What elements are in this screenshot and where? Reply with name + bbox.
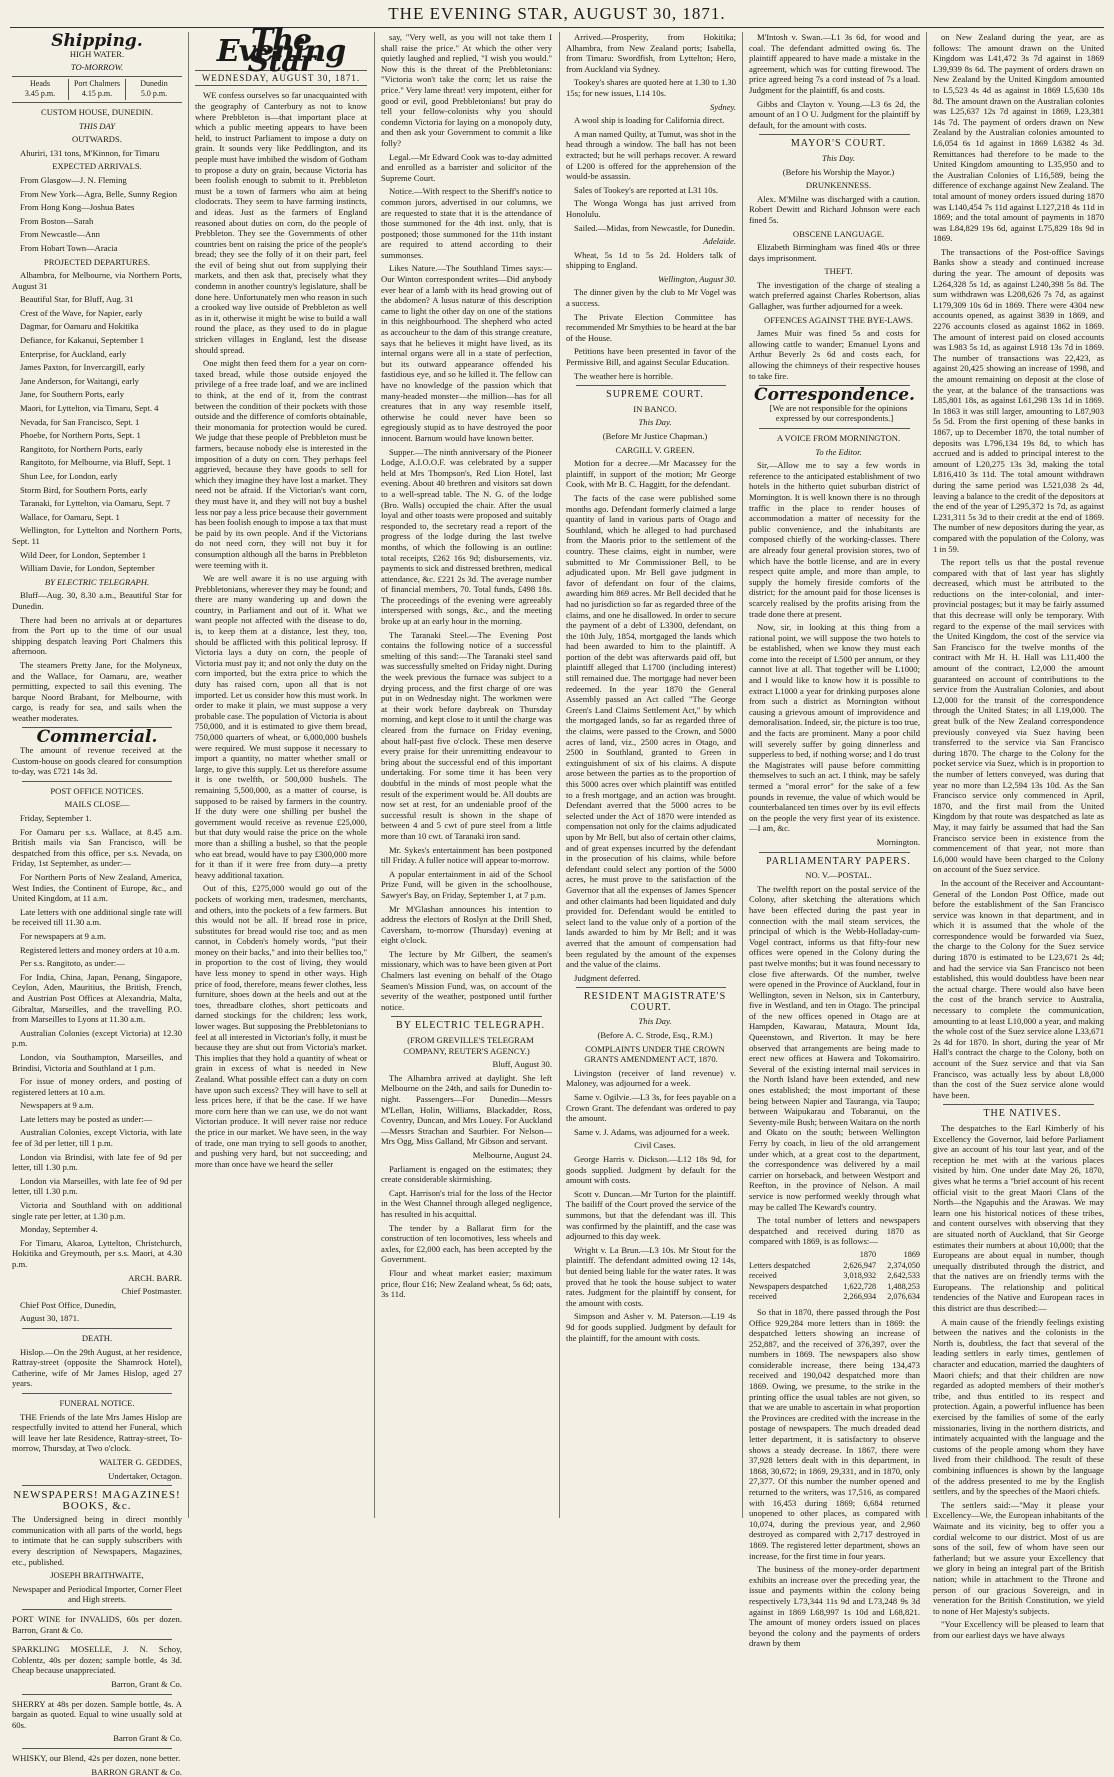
report-paragraph: on New Zealand during the year, are as follows: The amount drawn on the United Kingdom was L41,472 3s 7d against in 1869 L39,939 8s 6d. The payment of orders drawn on New Zealand by the United Kingdom amounted to L5,523 4s 4d as against in 1869 L5,630 18s 8d. The amount drawn on the Australian colonies was L25,637 12s 7d against in 1869, L23,381 14s 7d. The payment of orders drawn on New Zealand by the Australian colonies amounted to L6,054 6s 1d against in 1869 L6382 4s 3d. Remittances had therefore to be made to the United Kingdom amounting to L35,950 and to the Australian Colonies of L16,589, being the difference of exchange against New Zealand. The total amount of money orders issued during 1870 was L140,454 7s 11d against L127,218 4s 11d in 1869; and the total amount of payments in 1870 was L84,829 19s 6d, against L75,829 18s 9d in 1869. [933, 32, 1104, 244]
this-day-label: This Day. [822, 152, 855, 163]
table-header [749, 1250, 832, 1261]
list-item: Jane, for Southern Ports, early [20, 389, 125, 400]
leader-paragraph: One might then feed them for a year on corn-taxed bread, while those outside enjoyed the privilege of a free trade loaf, and we are inclined to think, at the end of it, from the contrast between the condition of their pockets with those outside and the difference of comforts obtainable, their monomania for protection would be cured. We judge that these people of Prebbleton must be farmers, because nobody else is interested in the imposition of a duty on corn. They perhaps feel aggrieved, because they have goods to sell for which they imagine they have lost a market. They need not be afraid. If the Victorian's want corn, they must have it, and they will not buy a bushel less nor pay a less price because their government has been foolish enough to impose a tax that must be paid by its own people. And if the Victorians do not need corn, they will not buy it for consumption although all the barns in Prebbleton were teeming with it. [195, 358, 367, 570]
list-item: Alhambra, for Melbourne, via Northern Ports, August 31 [12, 270, 182, 291]
divider [576, 987, 726, 988]
telegraph-paragraph: The tender by a Ballarat firm for the construction of ten locomotives, less wheels and axles, for £2,000 each, has been accepted by the Government. [381, 1222, 552, 1265]
telegraph-dateline: Sydney. [709, 101, 736, 112]
report-paragraph: The report tells us that the postal revenue compared with that of last year has slightly decreased, which must be attributed to the reductions on the inter-colonial, and inter-provincial postages; but it may be fairly assumed that this decrease will only be temporary. With regard to the expense of the mail services with the United Kingdom, the cost of the service via San Francisco for the twelve months of the contract with Mr H. H. Hall was L11,400 the amount of the contract, L2,000 the amount guaranteed on account of contributions to the service from the Australian Colonies, and about L2,000 for the transit of the correspondence through the United States; in all L19,000. The great bulk of the New Zealand correspondence previously conveyed via Suez having been transferred to the service via San Francisco during 1870. The charge to the Colony for the pocket service via Suez, which is in proportion to the number of letters conveyed, was during that year no more than L2,594 13s 10d. As the San Francisco service only commenced in April, 1870, and the first mail from the United Kingdom by that route was despatched as late as May, it may fairly be assumed that had the San Francisco service been in existence from the commencement of that year, not more than L6,000 would have been charged to the Colony on account of the Suez service. [933, 557, 1104, 875]
telegraph-paragraph: The Private Election Committee has recommended Mr Smythies to be heard at the bar of the House. [566, 311, 736, 343]
post-date: August 30, 1871. [20, 1313, 80, 1324]
notice-line: Australian Colonies, except Victoria, with late fee of 3d per letter, till 1 p.m. [12, 1127, 182, 1149]
moselle-ad [12, 1644, 182, 1689]
divider [22, 1694, 172, 1695]
mayors-court-head: MAYOR'S COURT. [790, 138, 887, 150]
notice-line: For Oamaru per s.s. Wallace, at 8.45 a.m. British mails via San Francisco, will be despatched from this office, per s.s. Nevada, on Friday, 1st September, as under:— [12, 826, 182, 869]
court-paragraph: The investigation of the charge of stealing a watch preferred against Charles Robertson, alias Gallagher, was further adjourned for a week. [749, 279, 920, 312]
news-paragraph: Legal.—Mr Edward Cook was to-day admitted and enrolled as a barrister and solicitor of the Supreme Court. [381, 151, 552, 183]
list-item: Maori, for Lyttelton, via Timaru, Sept. 4 [20, 403, 159, 414]
ad-signature: Barron, Grant & Co. [111, 1679, 182, 1689]
newspapers-ad [12, 1490, 182, 1605]
table-header: 1870 [859, 1249, 877, 1259]
column-rule [188, 32, 189, 1518]
shipping-title: Shipping. [51, 31, 143, 51]
column-rule [374, 32, 375, 1518]
divider [391, 1016, 542, 1017]
list-item: Rangitoto, for Melbourne, via Bluff, Sept. 1 [20, 457, 172, 468]
telegraph-paragraph: Parliament is engaged on the estimates; they create considerable skirmishing. [381, 1163, 552, 1185]
list-item: Wellington, for Lyttelton and Northern Ports, Sept. 11 [12, 525, 182, 546]
parliamentary-head: PARLIAMENTARY PAPERS. [766, 855, 911, 867]
table-cell: 2,076,634 [887, 1292, 920, 1302]
table-cell: 2,266,934 [843, 1292, 877, 1302]
civil-cases-head: Civil Cases. [634, 1140, 676, 1151]
natives-paragraph: A main cause of the friendly feelings existing between the natives and the colonists in the North is, doubtless, the fact that several of the leading settlers in early times, gentlemen of character and education, married the daughters of Maori chiefs; and that their children are now regarded as adopted members of their mother's tribe, and thus entitled to its respect and protection. Again, a powerful influence has been exercised by the families of some of the early missionaries, living in the northern districts, and intimately acquainted with the language and the customs of the people among whom they have lived from their childhood. The result of these combining influences is shown by the language of the address presented to me by the English settlers, and by the speeches of the Maori chiefs. [933, 1316, 1104, 1497]
death-text: Hislop.—On the 29th August, at her residence, Rattray-street (opposite the Shamrock Hotel), Catherine, wife of Mr James Hislop, aged 27 years. [12, 1346, 182, 1389]
notice-line: Australian Colonies (except Victoria) at 12.30 p.m. [12, 1027, 182, 1049]
ad-text: SPARKLING MOSELLE, J. N. Schoy, Coblentz, 40s per dozen; sample bottle, 4s 3d. Cheap because unappreciated. [12, 1644, 182, 1676]
funeral-signature: WALTER G. GEDDES, [99, 1456, 182, 1467]
report-paragraph: So that in 1870, there passed through the Post Office 929,284 more letters than in 1869: the despatched letters showing an increase of 252,887, and the received of 376,397, over the numbers in 1869. The newspapers also show considerable increase, there being 134,473 received and 190,042 despatched more than 1869. Owing, we presume, to the strike in the printing office the usual tables are not given, so that we are unable to ascertain in what proportion the Provinces are credited with the increase in the postage of newspapers. The much dreaded dead letter department, it is satisfactory to observe shows a steady decrease. In 1867, there were 37,928 letters dealt with in this department, in 1868, 30,672; in 1869, 29,331, and in 1870, only 27,377. Of this number the number opened and returned to the writers, was 17,516, as compared with 16,453 during 1869; 6,684 returned unopened to other places, as compared with 10,074, during the previous year, and 2,960 destroyed as compared with 2,717 destroyed in 1869. The registered letter department, shows an increase, for the first time in four years. [749, 1306, 920, 1561]
post-office-head: POST OFFICE NOTICES. [50, 785, 144, 796]
list-item: Phoebe, for Northern Ports, Sept. 1 [20, 430, 141, 441]
court-paragraph: The facts of the case were published some months ago. Defendant formerly claimed a large quantity of land in various parts of Otago and Southland, which he alleged to had purchased from the Maoris prior to the settlement of the country. These claims, eight in number, were submitted to Mr Commissioner Bell, to be adjudicated upon. Mr Bell gave judgment in favor of defendant on four of the claims, awarding him 869 acres. Mr Bell decided that he had no jurisdiction so far as regarded three of the claims, and one he disallowed. In order to secure the payment of a debt of L3300, defendant, on the 10th July, 1854, mortgaged the lands which had been awarded to him to the plaintiff. A portion of the debt was afterwards paid off, but plaintiff alleged that L1700 (including interest) still remained due. The mortgage had never been redeemed. In the year 1870 the General Assembly passed an Act called "The George Green's Land Claims Settlement Act," by which the mortgaged lands, so far as regarded three of the claims, were passed to the Crown, and 5000 acres of land, viz., 2500 acres in Otago, and 2500 in Southland, granted to Green in extinguishment of six of his claims. A dispute arose between the parties as to the proportion of this 5000 acres over which plaintiff was entitled to a fresh mortgage, and an action was brought. Defendant averred that the 5000 acres to be selected under the Act of 1870 were intended as compensation not only for the claims adjudicated upon by Mr Bell, but also of certain other claims, and of great expenses incurred by the defendant in the prosecution of his claims, while before defendant could select any portion of the 5000 acres, he must prove to the satisfaction of the Governor that all the expenses of James Spencer and other claimants had been liquidated and duly provided for. Defendant would be entitled to select land to the value only of a portion of the lands awarded to him by Mr Bell; and it was averred that the amount of compensation had been regulated by the amount of the expenses and the value of the claims. [566, 492, 736, 970]
court-paragraph: George Harris v. Dickson.—L12 18s 9d, for goods supplied. Judgment by default for the amount with costs. [566, 1154, 736, 1186]
column-postal-natives [933, 32, 1104, 1640]
telegraph-paragraph: Flour and wheat market easier; maximum price, flour £16; New Zealand wheat, 5s 6d; oats, 3s 11d. [381, 1267, 552, 1300]
expected-head: EXPECTED ARRIVALS. [52, 161, 142, 172]
newspaper-title: The Evening Star [216, 23, 346, 80]
news-paragraph: The lecture by Mr Gilbert, the seamen's missionary, which was to have been given at Port Chalmers last evening on behalf of the Otago Seamen's Mission Fund, was, on account of the severity of the weather, postponed until further notice. [381, 948, 552, 1012]
post-signature: ARCH. BARR. [128, 1272, 182, 1283]
to-morrow-label: TO-MORROW. [70, 62, 124, 73]
report-paragraph: The twelfth report on the postal service of the Colony, after sketching the alterations which have been effected during the past year in connection with the mail steam services, the principal of which is the Webb-Holladay-cum-Vogel contract, informs us that fifty-four new offices were opened in the Colony during the past twelve months; but it was found necessary to close five afterwards. Of the number, twelve were opened in the Province of Auckland, four in Wellington, seven in Nelson, six in Canterbury, five in Westland, and ten in Otago. The principal of the new offices opened in Otago are at Hampden, Kawarau, Mataura, Mount Ida, Queenstown, and Riverton. It may be here observed that arrangements are being made to erect new offices at Hawera and Tokomairiro. Several of the existing internal mail services in the North Island have been extended, and new ones established; the most important of these being between Napier and Tauranga, via Taupo; between Waipukarau and Tobaranui, on the Seventy-mile Bush; between Waitara on the north and Okato on the south; between Wellington Ferry by coach, in lieu of the old arrangement under which, at a great cost to the department, the correspondence was delivered by a mail carrier on horseback, and between Westport and Reefton, in the province of Nelson. A mail service is now performed weekly through what may be called The Keward's country. [749, 883, 920, 1212]
ad-text: SHERRY at 48s per dozen. Sample bottle, 4s. A bargain as quoted. Equal to wine usually sold at 60s. [12, 1698, 182, 1730]
report-paragraph: The transactions of the Post-office Savings Banks show a steady and continued increase during the year. The amount of deposits was L264,328 5s 1d, as against L240,398 5s 8d. The sum withdrawn was L208,626 7s 7d, as against L179,309 10s 6d in 1869. There were 4304 new accounts opened, as against 3839 in 1869, and 2276 accounts closed as against 1862 in 1869. The amount of interest paid on closed accounts was L983 5s 1d, as against L918 13s 7d in 1869. The number of transactions was 22,423, as against 20,425 showing an increase of 1998, and the amount remaining on deposit at the close of the year, at the balance of the transactions was L85,801 18s, as against L61,298 13s 1d in 1869. In 1863 it was still larger, amounting to L87,903 5s 5d. From the first opening of these banks in 1867, up to December 1870, the total number of deposits was L796,134 19s 8d, to which has accrued and is added to principal interest to the amount of L20,275 13s 3d, making the total L816,410 3s 11d. The total amount withdrawn during the same period was L521,038 2s 4d, leaving a balance to the credit of the depositors at the end of the year of L295,372 1s 7d, as against L231,311 5s 3d to their credit at the end of 1869. The number of new depositors during the year, as compared with the population of the Colony, was 1 in 59. [933, 246, 1104, 554]
table-cell: 1,622,728 [843, 1281, 877, 1291]
list-item: From Boston—Sarah [20, 215, 94, 226]
telegraph-dateline: Melbourne, August 24. [472, 1149, 552, 1160]
telegraph-paragraph: Sailed.—Midas, from Newcastle, for Dunedin. [574, 222, 735, 233]
notice-line: Monday, September 4. [20, 1224, 98, 1235]
judge-label: (Before his Worship the Mayor.) [782, 166, 895, 177]
supreme-court-head: SUPREME COURT. [606, 389, 704, 401]
court-paragraph: Elizabeth Birmingham was fined 40s or three days imprisonment. [749, 242, 920, 263]
ad-signature: BARRON GRANT & Co. [91, 1766, 182, 1777]
list-item: Jane Anderson, for Waitangi, early [20, 375, 139, 386]
tide-heads: Heads 3.45 p.m. [24, 78, 56, 99]
column-leader [195, 23, 367, 1520]
telegraph-paragraph: Arrived.—Prosperity, from Hokitika; Alhambra, from New Zealand ports; Isabella, from Timaru: Swordfish, from Lyttelton; Hero, from Auckland via Sydney. [566, 32, 736, 74]
notice-line: For India, China, Japan, Penang, Singapore, Ceylon, Aden, Mauritius, the British, French, and Austrian Post Offices at Alexandria, Malta, Gibraltar, Marseilles, and the travelling P.O. from Marseilles to Lyons at 11.30 a.m. [12, 971, 182, 1025]
masthead-rule [10, 27, 1104, 28]
natives-paragraph: The despatches to the Earl Kimberly of his Excellency the Governor, laid before Parliament give an account of his tour last year, and of the reception he met with at the various places visited by him. One under date May 26, 1870, gives what he terms a "brief account of his recent official visit to the great Maori Clans of the North—the Ngapuhis and the Arawas. We may learn one his historical notices of these tribes, and content ourselves with observing that they are situated north of Auckland, that Sir George estimates their numbers at about 10,000; that the Europeans are about equal in number, though unequally distributed through the district, and that the natives are on friendly terms with the Europeans. The relationship and political tendencies of the Native and European races in this district are thus described:— [933, 1122, 1104, 1314]
list-item: Crest of the Wave, for Napier, early [20, 307, 143, 318]
expected-list [12, 175, 182, 254]
column-rule [559, 32, 560, 1518]
table-cell: Newspapers despatched [749, 1281, 828, 1291]
divider [22, 1393, 172, 1394]
notice-line: Friday, September 1. [20, 813, 92, 824]
list-item: Dagmar, for Oamaru and Hokitika [20, 321, 139, 332]
telegraph-head: BY ELECTRIC TELEGRAPH. [44, 576, 150, 587]
correspondence-note: [We are not responsible for the opinions expressed by our correspondents.] [769, 402, 908, 424]
natives-head: THE NATIVES. [983, 1108, 1062, 1120]
table-header: 1869 [903, 1249, 920, 1259]
list-item: James Paxton, for Invercargill, early [20, 362, 145, 373]
departures-list [12, 270, 182, 574]
list-item: From Hobart Town—Aracia [20, 242, 118, 253]
column-rule [926, 32, 927, 1518]
list-item: Storm Bird, for Southern Ports, early [20, 484, 148, 495]
notice-line: Late letters may be posted as under:— [20, 1113, 153, 1124]
divider [22, 1748, 172, 1749]
telegraph-dateline: Bluff, August 30. [492, 1059, 552, 1070]
outwards-text: Ahuriri, 131 tons, M'Kinnon, for Timaru [20, 147, 160, 158]
tide-dunedin: Dunedin 5.0 p.m. [125, 79, 182, 100]
letter-signature: Mornington. [876, 836, 920, 847]
correspondence-title: Correspondence. [754, 385, 915, 406]
court-paragraph: Same v. J. Adams, was adjourned for a week. [574, 1126, 730, 1137]
report-paragraph: In the account of the Receiver and Accountant-General of the London Post Office, made out before the establishment of the San Francisco service was known in that department, and in which it is assumed that the whole of the correspondence would be forwarded via Suez, the charge to the Colony for the Suez service during 1870 is estimated to be L23,671 2s 4d; and had the service via San Francisco not been established, this would doubtless have been near the actual charge. There would also have been the cost of the branch service to Australia, necessary to complete the communication, amounting to at least L10,000 a year, and making the whole cost of the Suez service alone L33,671 2s 4d for 1870. In short, during the year of Mr Hall's contract the charge to the Colony, both on account of the Suez service and that via San Francisco, was actually less by about L8,000 than the cost of the Suez service alone would have been. [933, 877, 1104, 1100]
table-cell: Letters despatched [749, 1260, 811, 1270]
tide-port-chalmers: Port Chalmers 4.15 p.m. [68, 79, 125, 100]
post-signature-title: Chief Postmaster. [121, 1286, 182, 1297]
list-item: Shun Lee, for London, early [20, 471, 118, 481]
list-item: From New York—Agra, Belle, Sunny Region [20, 188, 178, 199]
ad-text: The Undersigned being in direct monthly communication with all parts of the world, begs to intimate that he can supply subscribers with every description of Newspapers, Magazines, etc., published. [12, 1514, 182, 1567]
judge-label: (Before Mr Justice Chapman.) [602, 431, 708, 441]
masthead: THE EVENING STAR, AUGUST 30, 1871. [388, 4, 726, 23]
rm-court-head: RESIDENT MAGISTRATE'S COURT. [583, 991, 727, 1013]
court-paragraph: Same v. Ogilvie.—L3 3s, for fees payable on a Crown Grant. The defendant was ordered to pay the amount. [566, 1092, 736, 1124]
leader-paragraph: We are well aware it is no use arguing with Prebbletonians, wherever they may be found; and there are many wandering up and down the country, in Parliament and out of it. What we want people not affected with the disease to do, is, to keep them at a distance, lest they, too, should be afflicted with this political leprosy. If Victoria lays a duty on corn, the people of Victoria must pay it; and not only the duty on the corn imported, but the extra price to which the duty has raised corn, upon all that is not imported. Let us consider how this must work. In order to make it plain, we must suppose a very probable case. The population of Victoria is about 750,000, and it is estimated to give them bread, 750,000 quarters of wheat, or 6,000,000 bushels were required. We must suppose it necessary to import a quantity, no matter whether small or large, to give this supply. Let us therefore assume it is one twelfth, or 500,000 bushels. The remaining 5,500,000, as a matter of course, is supposed to be raised by farmers in the country. If the duty were one shilling per bushel the government would receive as revenue £25,000, but that duty would raise the price on the whole more than a shilling a bushel, so that the people who eat bread, would have to pay £300,000 more for it than if it were free from duty—a pretty heavy additional taxation. [195, 573, 367, 880]
customs-head: CUSTOM HOUSE, DUNEDIN. [40, 106, 154, 117]
news-paragraph: Notice.—With respect to the Sheriff's notice to common jurors, advertised in our columns, we are requested to state that it is the attendance of those summoned for the 4th inst. only, that is postponed; those summoned for the 11th instant are required to attend according to their summonses. [381, 186, 552, 260]
list-item: Rangitoto, for Northern Ports, early [20, 443, 143, 454]
divider [22, 1609, 172, 1610]
post-address: Chief Post Office, Dunedin, [20, 1299, 117, 1310]
column-rule [742, 32, 743, 1518]
departures-head: PROJECTED DEPARTURES. [43, 256, 151, 267]
telegraph-paragraph: The Wonga Wonga has just arrived from Honolulu. [566, 198, 736, 219]
telegraph-text: Bluff—Aug. 30, 8.30 a.m., Beautiful Star for Dunedin. [12, 590, 182, 611]
divider [759, 852, 910, 853]
ad-text: PORT WINE for INVALIDS, 60s per dozen. Barron, Grant & Co. [12, 1614, 182, 1635]
natives-paragraph: "Your Excellency will be pleased to learn that from our earliest days we have always [933, 1619, 1104, 1640]
postal-statistics-table [749, 1250, 920, 1303]
notice-line: Newspapers at 9 a.m. [20, 1100, 94, 1111]
column-correspondence [749, 32, 920, 1649]
court-paragraph: Judgment deferred. [574, 972, 641, 983]
ad-signature: JOSEPH BRAITHWAITE, [50, 1570, 144, 1581]
news-paragraph: Mr M'Glashan announces his intention to address the electors of Roslyn at the Drill Shed, Caversham, to-morrow (Thursday) evening at eight o'clock. [381, 903, 552, 946]
divider [22, 1328, 172, 1329]
list-item: From Hong Kong—Joshua Bates [20, 202, 135, 213]
telegraph-paragraph: The dinner given by the club to Mr Vogel was a success. [566, 287, 736, 309]
sherry-ad [12, 1699, 182, 1744]
telegraph-source: (FROM GREVILLE'S TELEGRAM COMPANY, REUTER'S AGENCY.) [403, 1035, 534, 1056]
telegraph-dateline: Adelaide. [703, 236, 736, 247]
whisky-ad [12, 1753, 182, 1777]
divider [22, 781, 172, 782]
court-paragraph: Livingston (receiver of land revenue) v. Maloney, was adjourned for a week. [566, 1067, 736, 1089]
column-local-news [381, 32, 552, 1520]
court-paragraph: Alex. M'Milne was discharged with a caution. Robert Dewitt and Richard Johnson were each fined 5s. [749, 193, 920, 225]
list-item: From Newcastle—Ann [20, 229, 100, 240]
rm-subhead: COMPLAINTS UNDER THE CROWN GRANTS AMENDMENT ACT, 1870. [584, 1043, 725, 1065]
list-item: From Glasgow—J. N. Fleming [20, 174, 127, 185]
ad-signature-title: Newspaper and Periodical Importer, Corner Fleet and High streets. [12, 1583, 182, 1605]
telegraph-paragraph: The Alhambra arrived at daylight. She left Melbourne on the 24th, and sails for Dunedin to-night. Passengers—For Dunedin—Messrs M'Lellan, Holin, Williams, Blackadder, Ross, Coventry, Duncan, and Mrs Louey. For Auckland—Messrs Strachan and Saurbier. For Nelson—Mrs Ogg, Miss Galland, Mr Gibson and servant. [381, 1072, 552, 1147]
divider [943, 1104, 1094, 1105]
court-paragraph: Scott v. Duncan.—Mr Turton for the plaintiff. The bailiff of the Court proved the service of the summons, but that the defendant was ill. This was confirmed by the plaintiff, and the case was adjourned to this day week. [566, 1188, 736, 1242]
notice-line: For issue of money orders, and posting of registered letters at 10 a.m. [12, 1076, 182, 1097]
ad-signature: Barron Grant & Co. [113, 1733, 182, 1744]
news-paragraph: A popular entertainment in aid of the School Prize Fund, will be given in the schoolhouse, Sawyer's Bay, on Friday, September 1, at 7 p.m. [381, 868, 552, 900]
notice-line: London via Marseilles, with late fee of 9d per letter, till 1.30 p.m. [12, 1175, 182, 1197]
column-courts [566, 32, 736, 1520]
report-paragraph: The business of the money-order department exhibits an increase over the preceding year, the issue and payments within the colony being respectively L73,344 11s 9d and L73,248 9s 3d against in 1869 L68,997 1s 10d and L68,821. The amount of money orders issued on places beyond the colony and the payments of orders drawn by them [749, 1564, 920, 1649]
this-day-label: This Day. [638, 417, 672, 428]
leader-paragraph: Out of this, £275,000 would go out of the pockets of working men, tradesmen, merchants, and others, into the pockets of a few farmers. But this would not be all. If bread rose in price, substitutes for bread would rise too; and as men cannot, in Cobden's homely words, "put their money on their backs," and into their bellies too," in proportion to the cost of living, they would have less money to spend in other ways. High price of food, therefore, means fewer clothes, less furniture, shoes down at the heels and out at the toes, threadbare clothes, short petticoats and darned stockings for the children; less work, lower wages. But supposing the Prebbletonians to feel at all interested in Victorian's folly, it must be because they are shut out from Victoria's market. This implies that they hold a quantity of wheat or grain in excess of what is needed in New Zealand. What possible effect can a duty on corn have upon such excess? They will have to sell at less prices here, if that be the case. If we have more corn here than we can use, we do not want Victorian produce. It will never raise nor reduce the price in our market. We have seen, in the way of trade, one man trying to sell goods to another, and pushing very hard, but not succeeding; and more than once have we heard the seller [195, 883, 367, 1169]
notice-line: For Timaru, Akaroa, Lyttelton, Christchurch, Hokitika and Greymouth, per s.s. Maori, at 4.30 p.m. [12, 1237, 182, 1269]
funeral-signature-title: Undertaker, Octagon. [108, 1470, 182, 1481]
news-paragraph: say, "Very well, as you will not take them I shall raise the price." At which the other very quietly laughed and replied, "I wish you would." Now this is the threat of the Prebbletonians: "Victoria won't take the corn; let us raise the price." Very lame threat! very impotent, either for good or evil, good Prebbletonians! but pray do tell your fellow-colonists why you should condemn Victoria for laying on a monopoly duty, and then ask your Government to commit a like folly? [381, 32, 552, 148]
letter-paragraph: Now, sir, in looking at this thing from a rational point, we will suppose the two hotels to be established, when we know they must each come into the receipt of L500 per annum, or they cannot live at all. That together will be L1000; and I would like to know how it is possible to extract L1000 a year for drinking purposes alone from such a district as Mornington without causing a grievous amount of improvidence and demoralisation. Indeed, sir, the picture is too true, and the facts are prominent. Many a poor child will severely suffer by going dinnerless and supperless to bed, if nothing worse; and I do trust the Magistrates will pause before committing themselves to such an act. I think, may be safely termed a "moral error" for the sake of a few pounds in revenue, the value of which would be counterbalanced ten times over by its evil effects on the people the very first year of its existence.—I am, &c. [749, 622, 920, 834]
notice-line: For Northern Ports of New Zealand, America, West Indies, the Continent of Europe, &c., and United Kingdom, at 11 a.m. [12, 872, 182, 904]
table-cell: received [749, 1292, 777, 1302]
leader-paragraph: WE confess ourselves so far unacquainted with the geography of Canterbury as not to know where Prebbleton is—that important place at which a public meeting appears to have been held, to instruct Parliament to impose a duty on grain. It sounds very like Peddlington, and its people must have imbibed the wisdom of Gotham to propose a duty on grain, because Victoria has been foolish enough to submit to it. Prebbleton must be a town of farmers who aim at being clodocrats. They seem to have farming instincts, and ideas. Just as the farmers of England reasoned about duties on corn, do the people of Prebbleton. They see the Governments of other countries bent on raising the price of the people's bread; they see the folly of it on their part, feel the evil of being shut out from supplying their markets, and then ask that, precisely what they condemn in another country's legislature, shall be done here. Unfortunately men who reason in such a crooked way live outside of Prebbleton as well as in it, otherwise it might be wise to build a wall round the place, as they used to do in plague stricken villages in England, lest the disease should spread. [195, 90, 367, 355]
divider [759, 428, 910, 429]
divider [22, 1485, 172, 1486]
divider [759, 134, 910, 135]
this-day-label: This Day. [638, 1016, 672, 1027]
list-item: Wallace, for Oamaru, Sept. 1 [20, 511, 120, 522]
news-paragraph: Likes Nature.—The Southland Times says:—Our Winton correspondent writes—Did anybody ever hear of a lamb with its head growing out of the abdomen? A lusus naturæ of this description came to light the other day on one of the stations in this neighbourhood. The shepherd who acted as accoucheur to the dam of this strange creature, says that he believes it might have lived, as its internal organs were all in a state of perfection, but its outward appearance offended his fastidious eye, and so he killed it. The fellow can have no knowledge of the passion which that many-headed monster—the million—has for all creatures that in any way resemble itself, otherwise he could never have been so egregiously stupid as to have destroyed the poor innocent. Barnum would have known better. [381, 263, 552, 443]
parliamentary-subhead: NO. V.—POSTAL. [805, 870, 872, 881]
death-head: DEATH. [81, 1332, 113, 1343]
court-paragraph: Motion for a decree.—Mr Macassey for the plaintiff, in support of the motion; Mr George Cook, with Mr B. C. Haggitt, for the defendant. [566, 458, 736, 490]
commercial-text: The amount of revenue received at the Custom-house on goods cleared for consumption to-day, was £721 14s 3d. [12, 745, 182, 777]
news-paragraph: Mr. Sykes's entertainment has been postponed till Friday. A fuller notice will appear to-morrow. [381, 844, 552, 866]
natives-paragraph: The settlers said:—"May it please your Excellency—We, the European inhabitants of the Waimate and its vicinity, beg to offer you a cordial welcome to our district. Most of us are sons of the soil, few of whom have seen our fatherland; but we assure your Excellency that we glory in being an integral part of the British nation; while in attachment to the Throne and person of our gracious Sovereign, and in veneration for the British Constitution, we yield to none of Her Majesty's subjects. [933, 1499, 1104, 1616]
list-item: Enterprise, for Auckland, early [20, 348, 127, 359]
high-water-head: HIGH WATER. [69, 48, 125, 59]
charge-head: OFFENCES AGAINST THE BYE-LAWS. [764, 314, 913, 325]
court-paragraph: Simpson and Asher v. M. Paterson.—L19 4s 9d for goods supplied. Judgment by default for the plaintiff, for the amount with costs. [566, 1311, 736, 1343]
table-cell: 2,642,533 [887, 1271, 920, 1281]
port-wine-ad [12, 1614, 182, 1635]
table-cell: received [749, 1271, 777, 1281]
list-item: Nevada, for San Francisco, Sept. 1 [20, 416, 140, 427]
telegraph-paragraph: A man named Quilty, at Tumut, was shot in the head through a window. The ball has not been extracted; but he will perhaps recover. A reward of L200 is offered for the apprehension of the would-be assassin. [566, 128, 737, 182]
telegraph-paragraph: The weather here is horrible. [574, 370, 674, 381]
list-item: Beautiful Star, for Bluff, Aug. 31 [20, 294, 134, 305]
column-shipping [12, 31, 182, 1777]
court-paragraph: Wright v. La Brun.—L3 10s. Mr Stout for the plaintiff. The defendant admitted owing 12 14s, but denied being liable for the water rates. It was proved that he took the house subject to water rates. Judgment for the plaintiff by consent, for the amount with costs. [566, 1244, 736, 1308]
table-cell: 1,488,253 [887, 1281, 920, 1291]
mails-close-label: MAILS CLOSE— [64, 799, 130, 810]
notice-line: Registered letters and money orders at 10 a.m. [20, 944, 180, 955]
table-cell: 3,018,932 [843, 1271, 877, 1281]
ad-head: NEWSPAPERS! MAGAZINES! BOOKS, &c. [13, 1489, 181, 1512]
issue-date: WEDNESDAY, AUGUST 30, 1871. [195, 70, 367, 87]
telegraph-paragraph: A wool ship is loading for California direct. [574, 115, 725, 126]
letter-head: A VOICE FROM MORNINGTON. [776, 433, 901, 443]
charge-head: THEFT. [824, 266, 853, 277]
ad-text: WHISKY, our Blend, 42s per dozen, none better. [12, 1752, 181, 1763]
telegraph-paragraph: Tookey's shares are quoted here at 1.30 to 1.30 15s; for new issues, L14 10s. [566, 77, 736, 98]
judge-label: (Before A. C. Strode, Esq., R.M.) [597, 1030, 713, 1041]
court-paragraph: James Muir was fined 5s and costs for allowing cattle to wander; Emanuel Lyons and Arthur Beverly 2s 6d and costs each, for allowing the chimneys of their respective houses to take fire. [749, 328, 920, 381]
notice-line: London via Brindisi, with late fee of 9d per letter, till 1.30 p.m. [12, 1151, 182, 1173]
list-item: Wild Deer, for London, September 1 [20, 549, 147, 560]
arrivals-note: There had been no arrivals at or departures from the Port up to the time of our usual shipping despatch leaving Port Chalmers this afternoon. [12, 614, 182, 657]
this-day-label: THIS DAY [78, 120, 116, 131]
list-item: Defiance, for Kakanui, September 1 [20, 335, 145, 346]
telegraph-paragraph: Petitions have been presented in favor of the Permissive Bill, and against Secular Education. [566, 346, 736, 368]
telegraph-dateline: Wellington, August 30. [658, 273, 736, 284]
telegraph-paragraph: Capt. Harrison's trial for the loss of the Hector in the West Channel through alleged negligence, has resulted in his acquittal. [381, 1187, 552, 1219]
tide-table [12, 76, 182, 103]
funeral-head: FUNERAL NOTICE. [59, 1397, 135, 1408]
news-paragraph: Supper.—The ninth anniversary of the Pioneer Lodge, A.I.O.O.F. was celebrated by a supper held at Mrs Thompson's, Red Lion Hotel, last evening. About 40 brethren and visitors sat down to a well-spread table. The N. G. of the lodge (Bro. Walls) occupied the chair. After the usual loyal and other toasts were proposed and suitably responded to, the secretary read a report of the progress of the lodge during the last twelve months, of which the following is an outline: total receipts, £262 16s 9d; disbursements, viz. payments to sick and distressed brethren, medical attendance, &c. £221 2s 3d. The average number of financial members, 70. Total funds, £498 18s. The proceedings of the evening were agreeably interspersed with songs, &c., and the meeting broke up at an early hour in the morning. [381, 446, 552, 627]
divider [22, 1639, 172, 1640]
court-paragraph: M'Intosh v. Swan.—L1 3s 6d, for wood and coal. The defendant admitted owing 6s. The plaintiff appeared to have made a mistake in the agreement, which was for cutting firewood. The price agreed being 7s a cord instead of 7s a load. Judgment for the plaintiff, 6s and costs. [749, 32, 920, 95]
list-item: Taranaki, for Lyttelton, via Oamaru, Sept. 7 [20, 498, 171, 509]
commercial-title: Commercial. [36, 727, 158, 748]
notice-line: Late letters with one additional single rate will be received till 11.30 a.m. [12, 906, 182, 928]
notice-line: For newspapers at 9 a.m. [20, 930, 106, 941]
notice-line: Victoria and Southland with on additional single rate per letter, at 1.30 p.m. [12, 1200, 182, 1221]
news-paragraph: The Taranaki Steel.—The Evening Post contains the following notice of a successful smelting of this sand:—The Taranaki steel sand was successfully smelted on Friday night. During the week previous the furnace was subject to a drying process, and the first charge of ore was put in on Wednesday night. The workmen were at their work before daybreak on Thursday morning, and kept close to it until the charge was cleared from the furnace on Friday evening, about half-past five o'clock. These men deserve every praise for their unremitting endeavour to bring about the successful end of this important undertaking. For some time it has been very doubtful in the minds of most people what the result of the experiment would be. All doubts are now set at rest, for an undeniable proof of the successful result is shown in the shape of between 4 and 5 cwt of pure steel from a little more than 10 cwt. of Taranaki iron sand. [381, 629, 552, 841]
notice-line: Per s.s. Rangitoto, as under:— [20, 958, 125, 969]
telegraph-paragraph: Wheat, 5s 1d to 5s 2d. Holders talk of shipping to England. [566, 249, 736, 271]
report-paragraph: The total number of letters and newspapers despatched and received during 1870 as compared with 1869, is as follows:— [749, 1215, 920, 1247]
notice-line: London, via Southampton, Marseilles, and Brindisi, Victoria and Southland at 1 p.m. [12, 1051, 182, 1073]
post-office-notices [12, 813, 182, 1270]
in-banco-label: IN BANCO. [633, 403, 677, 414]
court-paragraph: Gibbs and Clayton v. Young.—L3 6s 2d, the amount of an I O U. Judgment for the plaintiff by default, for the amount with costs. [749, 98, 920, 130]
steamers-note: The steamers Pretty Jane, for the Molyneux, and the Wallace, for Oamaru, are, weather permitting, expected to sail this evening. The barque Noord Brabant, for Melbourne, with cargo, is ready for sea, and sails when the weather moderates. [12, 659, 182, 723]
letter-paragraph: Sir,—Allow me to say a few words in reference to the anticipated establishment of two hotels in the hitherto quiet suburban district of Mornington. It is well known there is no through traffic in the place to render houses of accommodation a matter of necessity for the public convenience, and the inhabitants are composed chiefly of the working-classes. There are already four general provision stores, two of which have the bottle license, and are in every respect quite ample, and more than ample, to supply the homely fireside comforts of the district; for the amount paid for those licenses is scarcely realised by the profits arising from the trade done there at present. [749, 460, 920, 619]
charge-head: OBSCENE LANGUAGE. [792, 228, 885, 239]
case-head: CARGILL V. GREEN. [615, 444, 695, 455]
outwards-head: OUTWARDS. [72, 134, 122, 145]
to-editor-label: To the Editor. [815, 446, 862, 457]
telegraph-paragraph: Sales of Tookey's are reported at L31 10s. [574, 184, 718, 195]
list-item: William Davie, for London, September [20, 563, 155, 574]
funeral-text: THE Friends of the late Mrs James Hislop are respectfully invited to attend her Funeral, which will leave her late Residence, Rattray-street, To-morrow, Thursday, at Two o'clock. [12, 1411, 182, 1454]
telegraph-head: BY ELECTRIC TELEGRAPH. [396, 1020, 545, 1032]
table-cell: 2,374,050 [887, 1260, 920, 1270]
divider [576, 385, 726, 386]
table-cell: 2,626,947 [843, 1260, 877, 1270]
charge-head: DRUNKENNESS. [805, 180, 872, 191]
